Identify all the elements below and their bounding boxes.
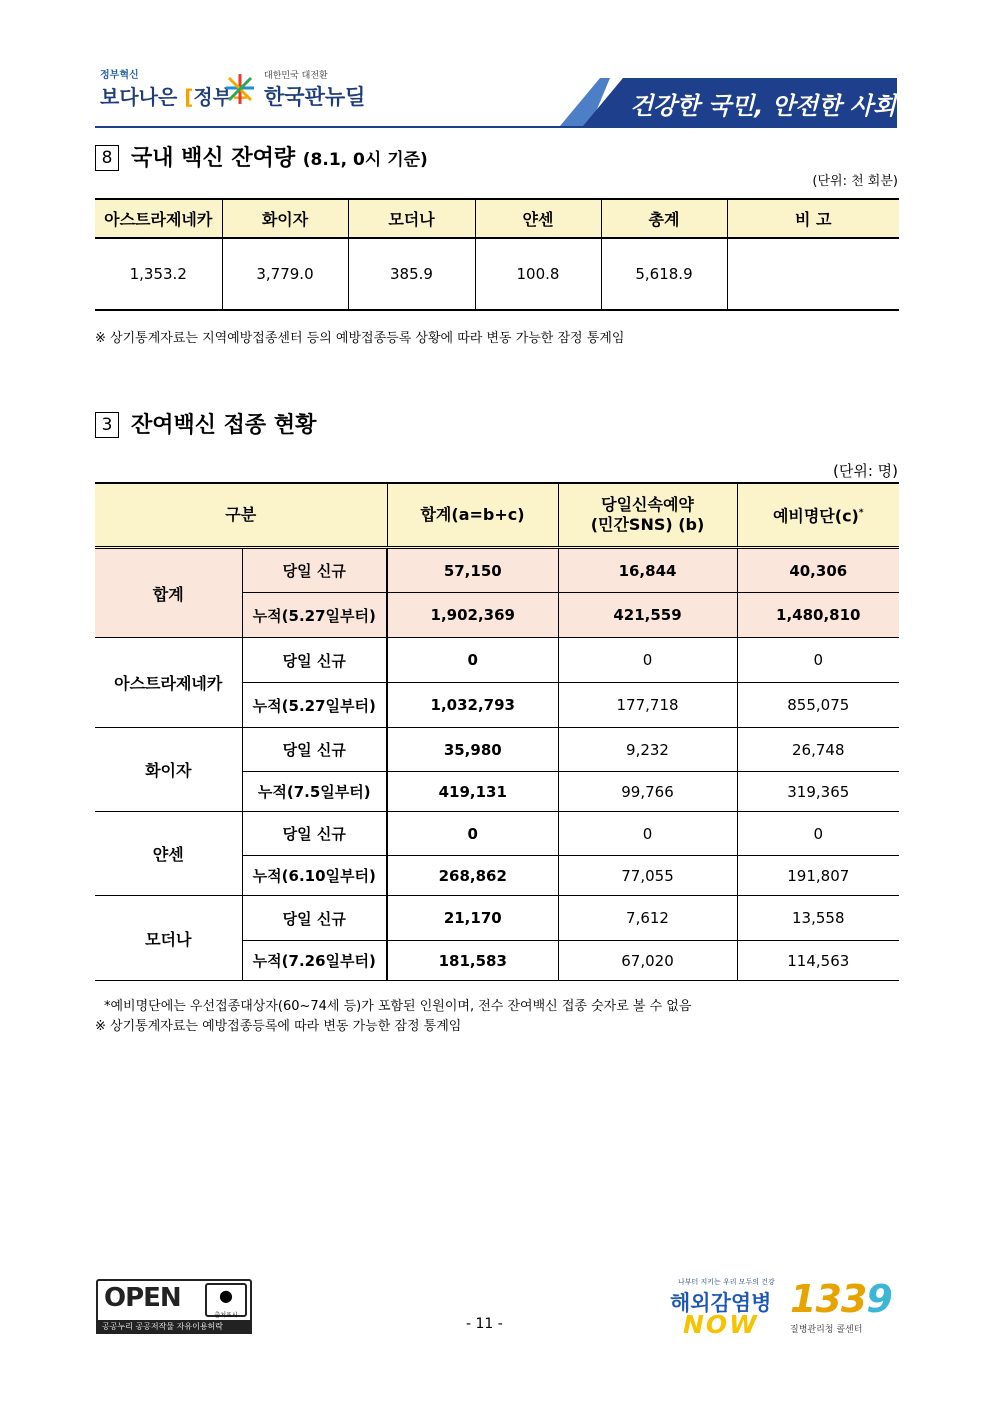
- row-label: 누적(5.27일부터): [242, 593, 387, 638]
- campaign-now: NOW: [683, 1310, 759, 1339]
- row-label: 누적(7.5일부터): [242, 772, 387, 812]
- cell-janssen: 100.8: [475, 238, 601, 310]
- cell-sns: 0: [558, 638, 737, 683]
- section2-note1: *예비명단에는 우선접종대상자(60~74세 등)가 포함된 인원이며, 전수 잔여백신 접종 숫자로 볼 수 없음: [104, 999, 692, 1014]
- cell-total: 0: [387, 638, 558, 683]
- col-reserve-label: 예비명단(c): [772, 506, 859, 526]
- cell-reserve: 26,748: [737, 728, 899, 772]
- section2-note2: ※ 상기통계자료는 예방접종등록에 따라 변동 가능한 잠정 통계임: [95, 1019, 462, 1034]
- cell-total: 268,862: [387, 856, 558, 896]
- cell-remarks: [727, 238, 899, 310]
- section1-title: 국내 백신 잔여량: [131, 146, 296, 171]
- cell-sns: 9,232: [558, 728, 737, 772]
- cell-pfizer: 3,779.0: [222, 238, 348, 310]
- open-word: OPEN: [104, 1283, 181, 1313]
- logo2-text: 한국판뉴딜: [264, 85, 366, 109]
- col-total: 총계: [601, 199, 727, 238]
- cell-reserve: 1,480,810: [737, 593, 899, 638]
- kogl-caption: 공공누리 공공저작물 자유이용허락: [96, 1320, 252, 1334]
- table-header-row: [95, 483, 899, 548]
- table-row: [95, 548, 899, 593]
- cell-reserve: 0: [737, 638, 899, 683]
- row-label: 당일 신규: [242, 896, 387, 941]
- cell-sns: 177,718: [558, 683, 737, 728]
- cell-reserve: 40,306: [737, 548, 899, 593]
- cell-moderna: 385.9: [348, 238, 475, 310]
- header-divider: [95, 126, 897, 128]
- hotline-logo: [790, 1277, 892, 1321]
- col-moderna: 모더나: [348, 199, 475, 238]
- logo1-small-text: 정부혁신: [100, 70, 139, 81]
- cell-sns: 77,055: [558, 856, 737, 896]
- page-number: - 11 -: [466, 1316, 503, 1332]
- campaign-title: 해외감염병: [670, 1291, 772, 1315]
- cell-total: 1,902,369: [387, 593, 558, 638]
- col-remarks: 비 고: [727, 199, 899, 238]
- cell-total: 21,170: [387, 896, 558, 941]
- cell-total: 1,032,793: [387, 683, 558, 728]
- col-sns-line1: 당일신속예약: [601, 495, 694, 514]
- col-astrazeneca: 아스트라제네카: [95, 199, 222, 238]
- group-pfizer: 화이자: [95, 728, 242, 812]
- cell-reserve: 13,558: [737, 896, 899, 941]
- campaign-tagline: 나부터 지키는 우리 모두의 건강: [678, 1278, 775, 1286]
- row-label: 누적(7.26일부터): [242, 941, 387, 981]
- logo2-small-text: 대한민국 대전환: [264, 71, 328, 81]
- cell-sns: 99,766: [558, 772, 737, 812]
- cell-total: 419,131: [387, 772, 558, 812]
- col-sns: [558, 483, 737, 548]
- row-label: 당일 신규: [242, 728, 387, 772]
- col-pfizer: 화이자: [222, 199, 348, 238]
- vaccine-stock-table: [95, 198, 899, 311]
- residual-vaccine-table: [95, 482, 899, 981]
- logo1-main: 보다나은: [100, 85, 178, 109]
- slogan-text: 건강한 국민, 안전한 사회: [630, 92, 897, 120]
- cell-total: 5,618.9: [601, 238, 727, 310]
- cell-total: 0: [387, 812, 558, 856]
- table-row: [95, 638, 899, 683]
- row-label: 당일 신규: [242, 638, 387, 683]
- col-reserve: [737, 483, 899, 548]
- col-janssen: 얀센: [475, 199, 601, 238]
- logo1-brand: 정부: [193, 85, 233, 109]
- hotline-last-digit: 9: [866, 1277, 892, 1321]
- cell-reserve: 855,075: [737, 683, 899, 728]
- attribution-person-icon: ●: [205, 1283, 247, 1317]
- cell-astrazeneca: 1,353.2: [95, 238, 222, 310]
- group-moderna: 모더나: [95, 896, 242, 981]
- cell-total: 57,150: [387, 548, 558, 593]
- table-row: [95, 896, 899, 941]
- row-label: 누적(5.27일부터): [242, 683, 387, 728]
- cell-total: 35,980: [387, 728, 558, 772]
- section2-unit: (단위: 명): [833, 462, 898, 480]
- col-total: 합계(a=b+c): [387, 483, 558, 548]
- section2-number: 3: [95, 412, 119, 438]
- section1-unit: (단위: 천 회분): [812, 174, 898, 189]
- cell-reserve: 114,563: [737, 941, 899, 981]
- table-row: [95, 238, 899, 310]
- group-astrazeneca: 아스트라제네카: [95, 638, 242, 728]
- cell-sns: 0: [558, 812, 737, 856]
- section1-number: 8: [95, 145, 119, 171]
- table-row: [95, 728, 899, 772]
- section2-title: 잔여백신 접종 현황: [131, 413, 317, 438]
- table-row: [95, 812, 899, 856]
- section1-subtitle: (8.1, 0시 기준): [302, 150, 428, 170]
- group-total: 합계: [95, 548, 242, 638]
- col-category: 구분: [95, 483, 387, 548]
- group-janssen: 얀센: [95, 812, 242, 896]
- cell-sns: 16,844: [558, 548, 737, 593]
- cell-total: 181,583: [387, 941, 558, 981]
- hotline-caption: 질병관리청 콜센터: [790, 1325, 863, 1335]
- logo1-bracket: [: [184, 85, 194, 109]
- col-sns-line2: (민간SNS) (b): [590, 515, 705, 534]
- cell-reserve: 0: [737, 812, 899, 856]
- table-header-row: [95, 199, 899, 238]
- cell-sns: 67,020: [558, 941, 737, 981]
- row-label: 누적(6.10일부터): [242, 856, 387, 896]
- col-reserve-mark: *: [858, 508, 864, 519]
- new-deal-emblem-icon: [222, 72, 258, 106]
- row-label: 당일 신규: [242, 812, 387, 856]
- cell-reserve: 319,365: [737, 772, 899, 812]
- section1-heading: [95, 141, 428, 172]
- attribution-label: 출처표시: [214, 1312, 238, 1319]
- cell-sns: 7,612: [558, 896, 737, 941]
- cell-sns: 421,559: [558, 593, 737, 638]
- section2-heading: [95, 408, 316, 439]
- cell-reserve: 191,807: [737, 856, 899, 896]
- hotline-digits: 133: [790, 1277, 867, 1321]
- section1-note: ※ 상기통계자료는 지역예방접종센터 등의 예방접종등록 상황에 따라 변동 가능한 잠정 통계임: [95, 331, 625, 346]
- korean-new-deal-logo: [222, 68, 365, 111]
- row-label: 당일 신규: [242, 548, 387, 593]
